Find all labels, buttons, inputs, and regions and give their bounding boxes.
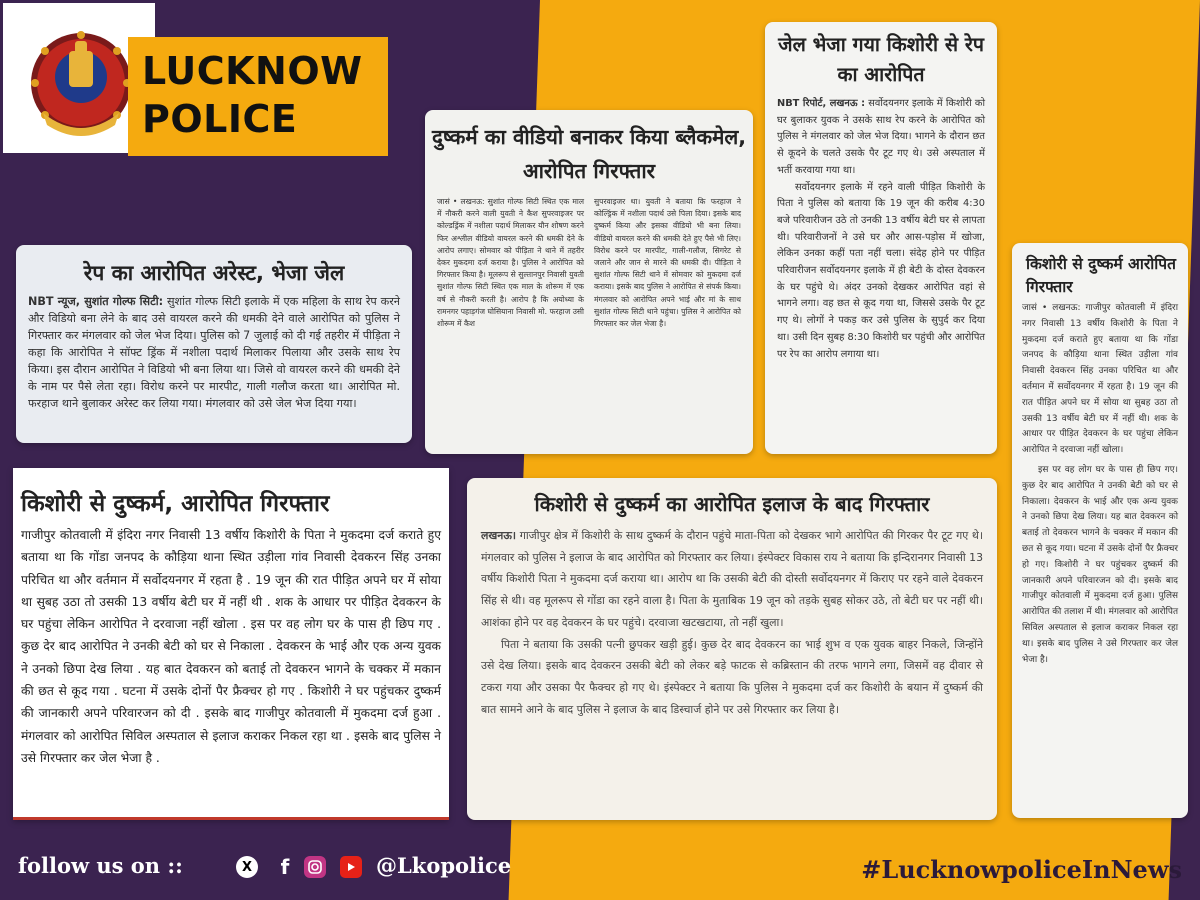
clipping-1-lead: NBT न्यूज, सुशांत गोल्फ सिटी:	[28, 295, 164, 308]
clipping-5-headline: किशोरी से दुष्कर्म, आरोपित गिरफ्तार	[21, 491, 330, 517]
news-clipping-6	[467, 478, 997, 820]
clipping-1-body	[16, 293, 412, 412]
clipping-2-col1: जासं • लखनऊ: सुशांत गोल्फ सिटी स्थित एक माल में नौकरी करने वाली युवती ने कैश सुपरवाइजर पर कोल्डड्रिंक में नशीला पदार्थ मिलाकर यौन शोषण करने फिर अश्लील वीडियो वायरल करने की धमकी देने के आरोप लगाए। सोमवार को पीड़िता ने थाने में तहरीर देकर मुकदमा दर्ज कराया है। पुलिस ने आरोपित को गिरफ्तार किया है। मूलरूप से सुल्तानपुर निवासी युवती सुशांत गोल्फ सिटी स्थित एक माल के शोरूम में एक वर्ष से नौकरी करती है। आरोप है कि अयोध्या के रामनगर पहाड़गंज घोसियाना निवासी मो. फरहाज उसी शोरूम में कैश	[437, 197, 584, 329]
facebook-icon[interactable]: f	[280, 855, 290, 879]
clipping-3-body	[765, 96, 997, 363]
clipping-4-text: जासं • लखनऊ: गाजीपुर कोतवाली में इंदिरा नगर निवासी 13 वर्षीय किशोरी के पिता ने मुकदमा दर्ज कराते हुए बताया था कि गोंडा जनपद के कौड़िया थाना स्थित उड़ीला गांव निवासी देवकरन सिंह उनका परिचित था और वर्तमान में सर्वोदयनगर में रहता है। 19 जून की रात पीड़ित अपने घर में सोया था सुबह उठा तो उसकी 13 वर्षीय बेटी घर में नहीं थी। शक के आधार पर पीड़ित देवकरन के घर पहुंचा लेकिन आरोपित ने दरवाजा नहीं खोला।	[1022, 303, 1178, 456]
clipping-1-headline: रेप का आरोपित अरेस्ट, भेजा जेल	[83, 261, 345, 285]
clipping-2-col2: सुपरवाइजर था। युवती ने बताया कि फरहाज ने कोल्ड्रिंक में नशीला पदार्थ उसे पिला दिया। इसके बाद दुष्कर्म किया और इसका वीडियो भी बना लिया। वीडियो वायरल करने की धमकी देते हुए पैसे भी लिए। विरोध करने पर मारपीट, गाली-गलौज, सिगरेट से जलाने और जान से मारने की धमकी दी। पीड़िता ने सुशांत गोल्फ सिटी थाने में सोमवार को मुकदमा दर्ज कराया। इसके बाद पुलिस ने आरोपित से संपर्क किया। मंगलवार को आरोपित अपने भाई और मां के साथ सुशांत गोल्फ सिटी थाने पहुंचा। पुलिस ने आरोपित को गिरफ्तार कर जेल भेजा है।	[594, 197, 741, 329]
clipping-2-columns	[425, 196, 753, 330]
clipping-3-text2: सर्वोदयनगर इलाके में रहने वाली पीड़ित किशोरी के पिता ने पुलिस को बताया कि 19 जून की करीब 4:30 बजे परिवारीजन उठे तो उनकी 13 वर्षीय बेटी घर से लापता थी। परिवारीजनों ने उसे घर और आस-पड़ोस में खोजा, लेकिन उनका कहीं पता नहीं चला। संदेह होने पर पीड़ित परिवारीजन सर्वोदयनगर इलाके में ही बेटी के दोस्त देवकरन के घर पहुंचे थे। अंदर उनको देखकर आरोपित वहां से भागने लगा। वह छत से कूद गया था, जिससे उसके पैर टूट गए थे। लोगों ने पकड़ कर उसे पुलिस के सुपुर्द कर दिया था। उसी दिन सुबह 8:30 किशोरी घर पहुंची और आरोपित पर रेप का आरोप लगाया था।	[777, 181, 985, 360]
title-line1: LUCKNOW	[142, 49, 363, 93]
clipping-6-headline: किशोरी से दुष्कर्म का आरोपित इलाज के बाद गिरफ्तार	[534, 492, 930, 516]
up-police-emblem-icon	[25, 21, 137, 139]
social-handle[interactable]: @Lkopolice	[376, 853, 512, 878]
news-clipping-4	[1012, 243, 1188, 818]
clipping-4-text2: इस पर वह लोग घर के पास ही छिप गए। कुछ देर बाद आरोपित ने उनकी बेटी को घर से निकाला। देवकरन के भाई और एक अन्य युवक ने उनको छिपा देख लिया। यह बात देवकरन को बताई तो देवकरन भागने के चक्कर में मकान की छत से कूद गया। घटना में उसके दोनों पैर फ्रैक्चर हो गए। किशोरी ने घर पहुंचकर दुष्कर्म की जानकारी अपने परिवारजन को दी। इसके बाद गाजीपुर कोतवाली में मुकदमा दर्ज हुआ। पुलिस आरोपित की तलाश में थी। मंगलवार को आरोपित सिविल अस्पताल से इलाज कराकर निकल रहा था। इसके बाद पुलिस ने उसे गिरफ्तार कर जेल भेजा है।	[1022, 464, 1179, 665]
clipping-6-para1	[481, 525, 983, 634]
instagram-icon[interactable]	[304, 856, 326, 878]
clipping-1-text: सुशांत गोल्फ सिटी इलाके में एक महिला के साथ रेप करने और विडियो बना लेने के बाद उसे वायरल करने की धमकी देने वाले आरोपित को पुलिस ने गिरफ्तार कर मंगलवार को जेल भेज दिया। पुलिस को 7 जुलाई को दी गई तहरीर में पीड़िता ने कहा कि आरोपित ने सॉफ्ट ड्रिंक में नशीला पदार्थ मिलाकर पिलाया और उसके साथ रेप किया। इस दौरान आरोपित ने विडियो भी बना लिया था। जिसे वो वायरल करने की धमकी देने के नाम पर पैसे लेता रहा। विरोध करने पर मारपीट, गाली गलौज करता था। आरोपित मो. फरहाज थाने बुलाकर अरेस्ट कर लिया गया। मंगलवार को उसे जेल भेज दिया गया।	[28, 295, 400, 410]
clipping-3-lead: NBT रिपोर्ट, लखनऊ :	[777, 98, 866, 109]
clipping-5-body: गाजीपुर कोतवाली में इंदिरा नगर निवासी 13 वर्षीय किशोरी के पिता ने मुकदमा दर्ज कराते हुए बताया था कि गोंडा जनपद के कौड़िया थाना स्थित उड़ीला गांव निवासी देवकरन सिंह उनका परिचित था और वर्तमान में सर्वोदयनगर में रहता है . 19 जून की रात पीड़ित अपने घर में सोया था सुबह उठा तो उसकी 13 वर्षीय बेटी घर में नहीं थी . शक के आधार पर पीड़ित देवकरन के घर पहुंचा लेकिन आरोपित ने दरवाजा नहीं खोला . इस पर वह लोग घर के पास ही छिप गए . कुछ देर बाद आरोपित ने उनकी बेटी को घर से निकाला . देवकरन के भाई और एक अन्य युवक ने उनको छिपा देख लिया . यह बात देवकरन को बताई तो देवकरन भागने के चक्कर में मकान की छत से कूद गया . घटना में उसके दोनों पैर फ्रैक्चर हो गए . किशोरी ने घर पहुंचकर दुष्कर्म की जानकारी अपने परिवारजन को दी . इसके बाद गाजीपुर कोतवाली में मुकदमा दर्ज हुआ . मंगलवार को आरोपित सिविल अस्पताल से इलाज कराकर निकल रहा था . इसके बाद पुलिस ने उसे गिरफ्तार कर जेल भेजा है .	[21, 528, 441, 765]
clipping-4-headline: किशोरी से दुष्कर्म आरोपित गिरफ्तार	[1026, 255, 1176, 296]
follow-us-label: follow us on ::	[18, 853, 183, 878]
news-clipping-2	[425, 110, 753, 454]
clipping-3-headline: जेल भेजा गया किशोरी से रेप का आरोपित	[778, 33, 984, 86]
news-clipping-3	[765, 22, 997, 454]
lucknow-police-title	[128, 37, 388, 156]
clipping-6-text: गाजीपुर क्षेत्र में किशोरी के साथ दुष्कर्म के दौरान पहुंचे माता-पिता को देखकर भागे आरोपित की गिरकर पैर टूट गए थे। मंगलवार को पुलिस ने इलाज के बाद आरोपित को गिरफ्तार कर लिया। इंस्पेक्टर विकास राय ने बताया कि इन्दिरानगर निवासी 13 वर्षीय किशोरी पिता ने मुकदमा दर्ज कराया था। आरोप था कि उसकी बेटी की दोस्ती सर्वोदयनगर में किराए पर रहने वाले देवकरन सिंह से थी। वह मूलरूप से गोंडा का रहने वाला है। पिता के मुताबिक 19 जून को तड़के सुबह सोकर उठे, तो बेटी घर पर नहीं थी। आशंका होने पर वह देवकरन के घर पहुंचे। दरवाजा खटखटाया, तो नहीं खुला।	[481, 529, 983, 629]
news-clipping-1	[16, 245, 412, 443]
hashtag-label: #LucknowpoliceInNews	[861, 855, 1182, 884]
news-clipping-5	[13, 468, 449, 820]
x-icon[interactable]: X	[236, 856, 258, 878]
clipping-6-lead: लखनऊ।	[481, 529, 517, 542]
clipping-6-body	[467, 525, 997, 720]
clipping-2-headline: दुष्कर्म का वीडियो बनाकर किया ब्लैकमेल, आरोपित गिरफ्तार	[431, 125, 747, 183]
youtube-icon[interactable]	[340, 856, 362, 878]
clipping-4-body	[1012, 301, 1188, 668]
clipping-6-para2: पिता ने बताया कि उसकी पत्नी छुपकर खड़ी हुई। कुछ देर बाद देवकरन का भाई शुभ व एक युवक बाहर निकले, जिन्होंने उसे देख लिया। इसके बाद देवकरन उसकी बेटी को लेकर बड़े फाटक से कब्रिस्तान की तरफ भागने लगा, जिसमें वह दीवार से टकरा गया और उसका पैर फैक्चर हो गए थे। इंस्पेक्टर ने बताया कि पुलिस ने मुकदमा दर्ज कर किशोरी के बयान में दुष्कर्म की बात सामने आने के बाद पुलिस ने इलाज के बाद डिस्चार्ज होने पर उसे गिरफ्तार कर लिया है।	[481, 637, 983, 716]
clipping-3-text: सर्वोदयनगर इलाके में किशोरी को घर बुलाकर युवक ने उसके साथ रेप करने के आरोपित को पुलिस ने मंगलवार को जेल भेज दिया। भागने के दौरान छत से कूदने के चलते उसके पैर टूट गए थे। उसे अस्पताल में भर्ती करवाया गया था।	[777, 98, 985, 176]
title-line2: POLICE	[142, 97, 298, 141]
